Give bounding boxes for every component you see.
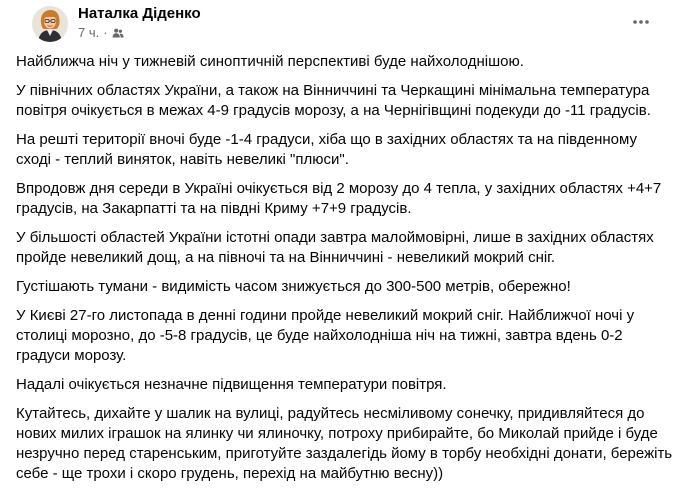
avatar-image: [32, 6, 68, 42]
post-paragraph: Впродовж дня середи в Україні очікується від 2 морозу до 4 тепла, у західних областях +4+7 градусів, на Закарпатті та на півдні Криму +7+9 градусів.: [16, 180, 662, 217]
post-timestamp[interactable]: 7 ч.: [78, 25, 100, 40]
author-avatar[interactable]: [32, 6, 68, 42]
meta-separator: ·: [103, 25, 108, 40]
post-paragraph: На решті території вночі буде -1-4 градуси, хіба що в західних областях та на південному сході - теплий виняток, навіть невеликі "плюси".: [16, 131, 637, 168]
post-paragraph: Кутайтесь, дихайте у шалик на вулиці, радуйтесь несміливому сонечку, придивляйтеся до нових милих іграшок на ялинку чи ялиночку, потроху прибирайте, бо Миколай прийде і буде незручно перед старенським, приготуйте заздалегідь йому в торбу необхідні донати, бережіть себе - ще трохи і скоро грудень, перехід на майбутню весну)): [16, 405, 673, 482]
post-paragraph: Найближча ніч у тижневій синоптичній перспективі буде найхолоднішою.: [16, 53, 524, 70]
post-paragraph: У більшості областей України істотні опади завтра малоймовірні, лише в західних областях пройде невеликий дощ, а на півночі та на Вінниччині - невеликий мокрий сніг.: [16, 229, 654, 266]
more-horizontal-icon: [631, 12, 651, 32]
post-paragraph: У північних областях України, а також на Вінниччині та Черкащині мінімальна температура повітря очікується в межах 4-9 градусів морозу, а на Чернігівщині подекуди до -11 градусів.: [16, 82, 651, 119]
author-name[interactable]: Наталка Діденко: [78, 5, 201, 22]
post-header: [16, 0, 669, 50]
more-options-button[interactable]: [627, 8, 655, 36]
post-meta: [78, 25, 124, 41]
post-paragraph: Надалі очікується незначне підвищення температури повітря.: [16, 376, 447, 393]
post-paragraph: Густішають тумани - видимість часом знижується до 300-500 метрів, обережно!: [16, 278, 571, 295]
post-body: [16, 52, 673, 493]
friends-icon[interactable]: [112, 27, 124, 39]
post-paragraph: У Києві 27-го листопада в денні години пройде невеликий мокрий сніг. Найближчої ночі у столиці морозно, до -5-8 градусів, це буде найхолодніша ніч на тижні, завтра вдень 0-2 градуси морозу.: [16, 307, 635, 364]
